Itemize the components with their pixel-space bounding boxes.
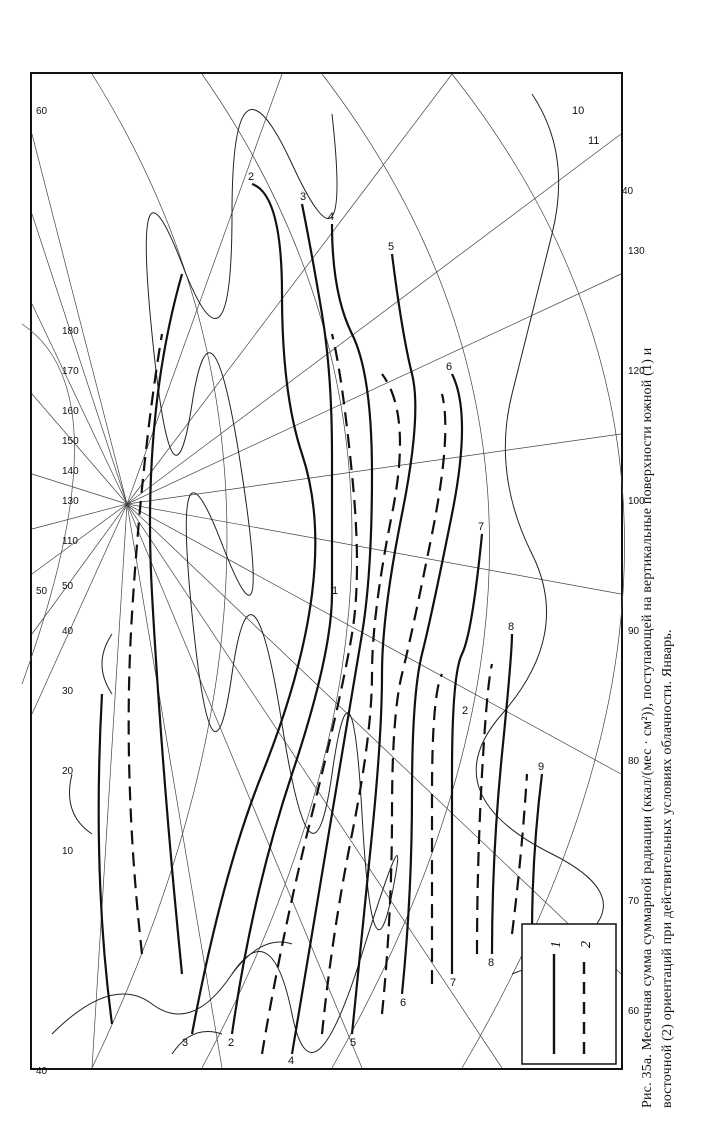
isoline-1 bbox=[192, 184, 315, 1034]
map-frame bbox=[30, 72, 645, 1077]
svg-text:60: 60 bbox=[628, 1006, 640, 1017]
svg-text:40: 40 bbox=[62, 626, 74, 637]
svg-text:1: 1 bbox=[332, 585, 339, 597]
figure-caption-line2: восточной (2) ориентаций при действительных условиях облачности. Январь. bbox=[660, 629, 675, 1108]
svg-text:4: 4 bbox=[288, 1055, 295, 1067]
svg-text:80: 80 bbox=[628, 756, 640, 767]
svg-text:170: 170 bbox=[62, 366, 79, 377]
isoline-4 bbox=[352, 254, 415, 1034]
svg-text:130: 130 bbox=[62, 496, 79, 507]
svg-text:5: 5 bbox=[350, 1037, 357, 1049]
svg-text:7: 7 bbox=[450, 977, 457, 989]
figure-caption-line1: Рис. 35а. Месячная сумма суммарной радиации (ккал/(мес · см²)), поступающей на вертикальные поверхности южной (1) и bbox=[640, 347, 655, 1108]
svg-text:140: 140 bbox=[62, 466, 79, 477]
svg-text:11: 11 bbox=[588, 135, 600, 147]
svg-text:7: 7 bbox=[478, 521, 485, 533]
svg-text:3: 3 bbox=[182, 1037, 189, 1049]
svg-text:160: 160 bbox=[62, 406, 79, 417]
isoline-map bbox=[32, 74, 645, 1077]
isolines-east bbox=[129, 334, 527, 1054]
svg-text:5: 5 bbox=[388, 241, 395, 253]
svg-text:150: 150 bbox=[62, 436, 79, 447]
svg-text:6: 6 bbox=[446, 361, 453, 373]
svg-text:40: 40 bbox=[36, 1066, 48, 1077]
svg-text:130: 130 bbox=[628, 246, 645, 257]
svg-text:180: 180 bbox=[62, 326, 79, 337]
svg-text:100: 100 bbox=[628, 496, 645, 507]
legend-label-2: 2 bbox=[579, 941, 594, 948]
svg-text:20: 20 bbox=[62, 766, 74, 777]
svg-text:9: 9 bbox=[538, 761, 545, 773]
svg-text:8: 8 bbox=[508, 621, 515, 633]
graticule bbox=[22, 74, 625, 1068]
legend-label-1: 1 bbox=[549, 941, 564, 948]
svg-text:120: 120 bbox=[628, 366, 645, 377]
svg-text:50: 50 bbox=[36, 586, 48, 597]
svg-text:40: 40 bbox=[622, 186, 634, 197]
isolines-south bbox=[99, 184, 545, 1054]
svg-text:4: 4 bbox=[328, 211, 335, 223]
svg-text:3: 3 bbox=[300, 191, 307, 203]
svg-text:6: 6 bbox=[400, 997, 407, 1009]
svg-text:2: 2 bbox=[228, 1037, 235, 1049]
svg-text:50: 50 bbox=[62, 581, 74, 592]
svg-text:70: 70 bbox=[628, 896, 640, 907]
isoline-8 bbox=[532, 774, 542, 934]
svg-text:110: 110 bbox=[62, 536, 78, 547]
svg-text:2: 2 bbox=[248, 171, 255, 183]
isoline-7 bbox=[492, 634, 512, 954]
svg-text:8: 8 bbox=[488, 957, 495, 969]
svg-text:90: 90 bbox=[628, 626, 640, 637]
svg-text:30: 30 bbox=[62, 686, 74, 697]
legend bbox=[522, 924, 616, 1064]
svg-text:10: 10 bbox=[572, 105, 585, 117]
svg-text:10: 10 bbox=[62, 846, 74, 857]
svg-text:2: 2 bbox=[462, 705, 469, 717]
svg-text:60: 60 bbox=[36, 106, 48, 117]
